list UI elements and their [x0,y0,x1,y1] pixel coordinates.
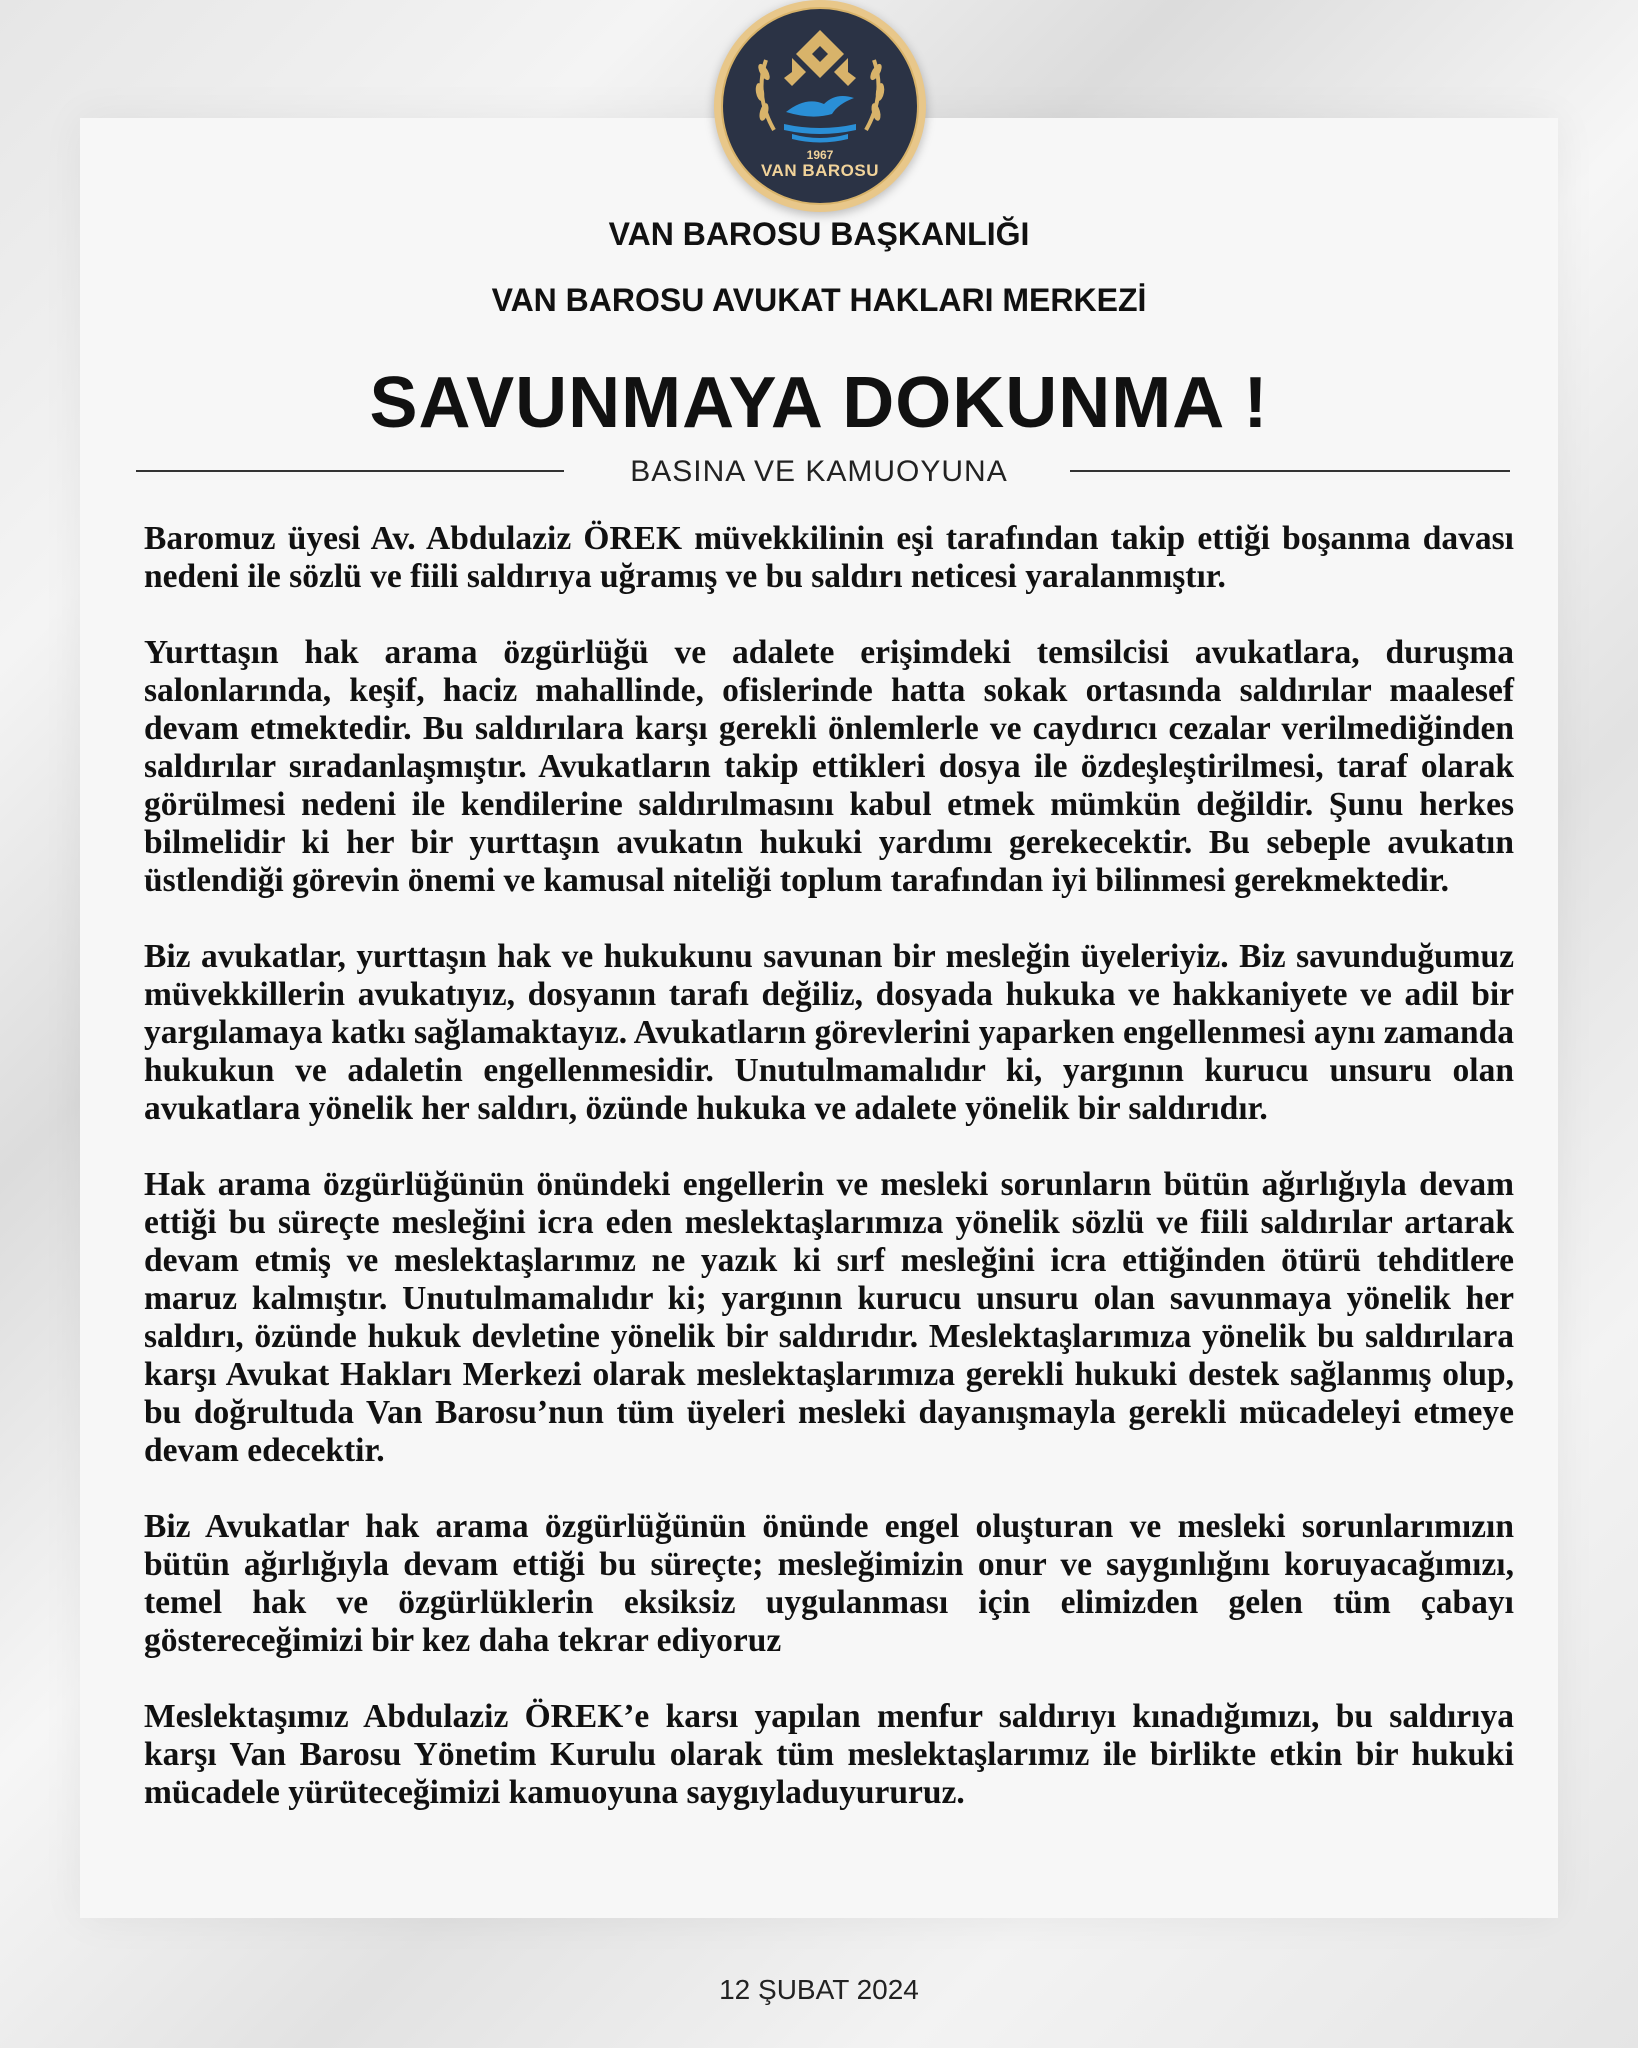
paragraph: Yurttaşın hak arama özgürlüğü ve adalete erişimdeki temsilcisi avukatlara, duruşma salonlarında, keşif, haciz mahallinde, ofislerinde hatta sokak ortasında saldırılar maalesef devam etmektedir. Bu saldırılara karşı gerekli önlemlerle ve caydırıcı cezalar verilmediğinden saldırılar sıradanlaşmıştır. Avukatların takip ettikleri dosya ile özdeşleştirilmesi, taraf olarak görülmesi nedeni ile kendilerine saldırılmasını kabul etmek mümkün değildir. Şunu herkes bilmelidir ki her bir yurttaşın avukatın hukuki yardımı gerekecektir. Bu sebeple avukatın üstlendiği görevin önemi ve kamusal niteliği toplum tarafından iyi bilinmesi gerekmektedir. [144,634,1514,899]
paragraph: Meslektaşımız Abdulaziz ÖREK’e karsı yapılan menfur saldırıyı kınadığımızı, bu saldırıya karşı Van Barosu Yönetim Kurulu olarak tüm meslektaşlarımız ile birlikte etkin bir hukuki mücadele yürüteceğimizi kamuoyuna saygıyladuyururuz. [144,1698,1514,1811]
page-title: SAVUNMAYA DOKUNMA ! [369,363,1269,443]
logo-year: 1967 [806,148,834,162]
header-line-1: VAN BAROSU BAŞKANLIĞI [608,216,1030,252]
paragraph: Hak arama özgürlüğünün önündeki engellerin ve mesleki sorunların bütün ağırlığıyla devam ettiği bu süreçte mesleğini icra eden meslektaşlarımıza yönelik sözlü ve fiili saldırılar artarak devam etmiş ve meslektaşlarımız ne yazık ki sırf mesleğini icra ettiğinden ötürü tehditlere maruz kalmıştır. Unutulmamalıdır ki; yargının kurucu unsuru olan savunmaya yönelik her saldırı, özünde hukuk devletine yönelik bir saldırıdır. Meslektaşlarımıza yönelik bu saldırılara karşı Avukat Hakları Merkezi olarak meslektaşlarımıza gerekli hukuki destek sağlanmış olup, bu doğrultuda Van Barosu’nun tüm üyeleri mesleki dayanışmayla gerekli mücadeleyi etmeye devam edecektir. [144,1166,1514,1469]
van-barosu-logo [714,0,926,212]
subheading: BASINA VE KAMUOYUNA [630,455,1008,488]
statement-body [144,520,1514,1850]
paragraph: Baromuz üyesi Av. Abdulaziz ÖREK müvekkilinin eşi tarafından takip ettiği boşanma davası nedeni ile sözlü ve fiili saldırıya uğramış ve bu saldırı neticesi yaralanmıştır. [144,520,1514,595]
divider-right [1070,470,1510,472]
header-line-2: VAN BAROSU AVUKAT HAKLARI MERKEZİ [491,282,1147,318]
logo-name: VAN BAROSU [760,161,880,180]
paragraph: Biz avukatlar, yurttaşın hak ve hukukunu savunan bir mesleğin üyeleriyiz. Biz savunduğumuz müvekkillerin avukatıyız, dosyanın tarafı değiliz, dosyada hukuka ve hakkaniyete ve adil bir yargılamaya katkı sağlamaktayız. Avukatların görevlerini yaparken engellenmesi aynı zamanda hukukun ve adaletin engellenmesidir. Unutulmamalıdır ki, yargının kurucu unsuru olan avukatlara yönelik her saldırı, özünde hukuka ve adalete yönelik bir saldırıdır. [144,938,1514,1127]
statement-date: 12 ŞUBAT 2024 [719,1974,919,2005]
paragraph: Biz Avukatlar hak arama özgürlüğünün önünde engel oluşturan ve mesleki sorunlarımızın bütün ağırlığıyla devam ettiği bu süreçte; mesleğimizin onur ve saygınlığını koruyacağımızı, temel hak ve özgürlüklerin eksiksiz uygulanması için elimizden gelen tüm çabayı göstereceğimizi bir kez daha tekrar ediyoruz [144,1508,1514,1659]
